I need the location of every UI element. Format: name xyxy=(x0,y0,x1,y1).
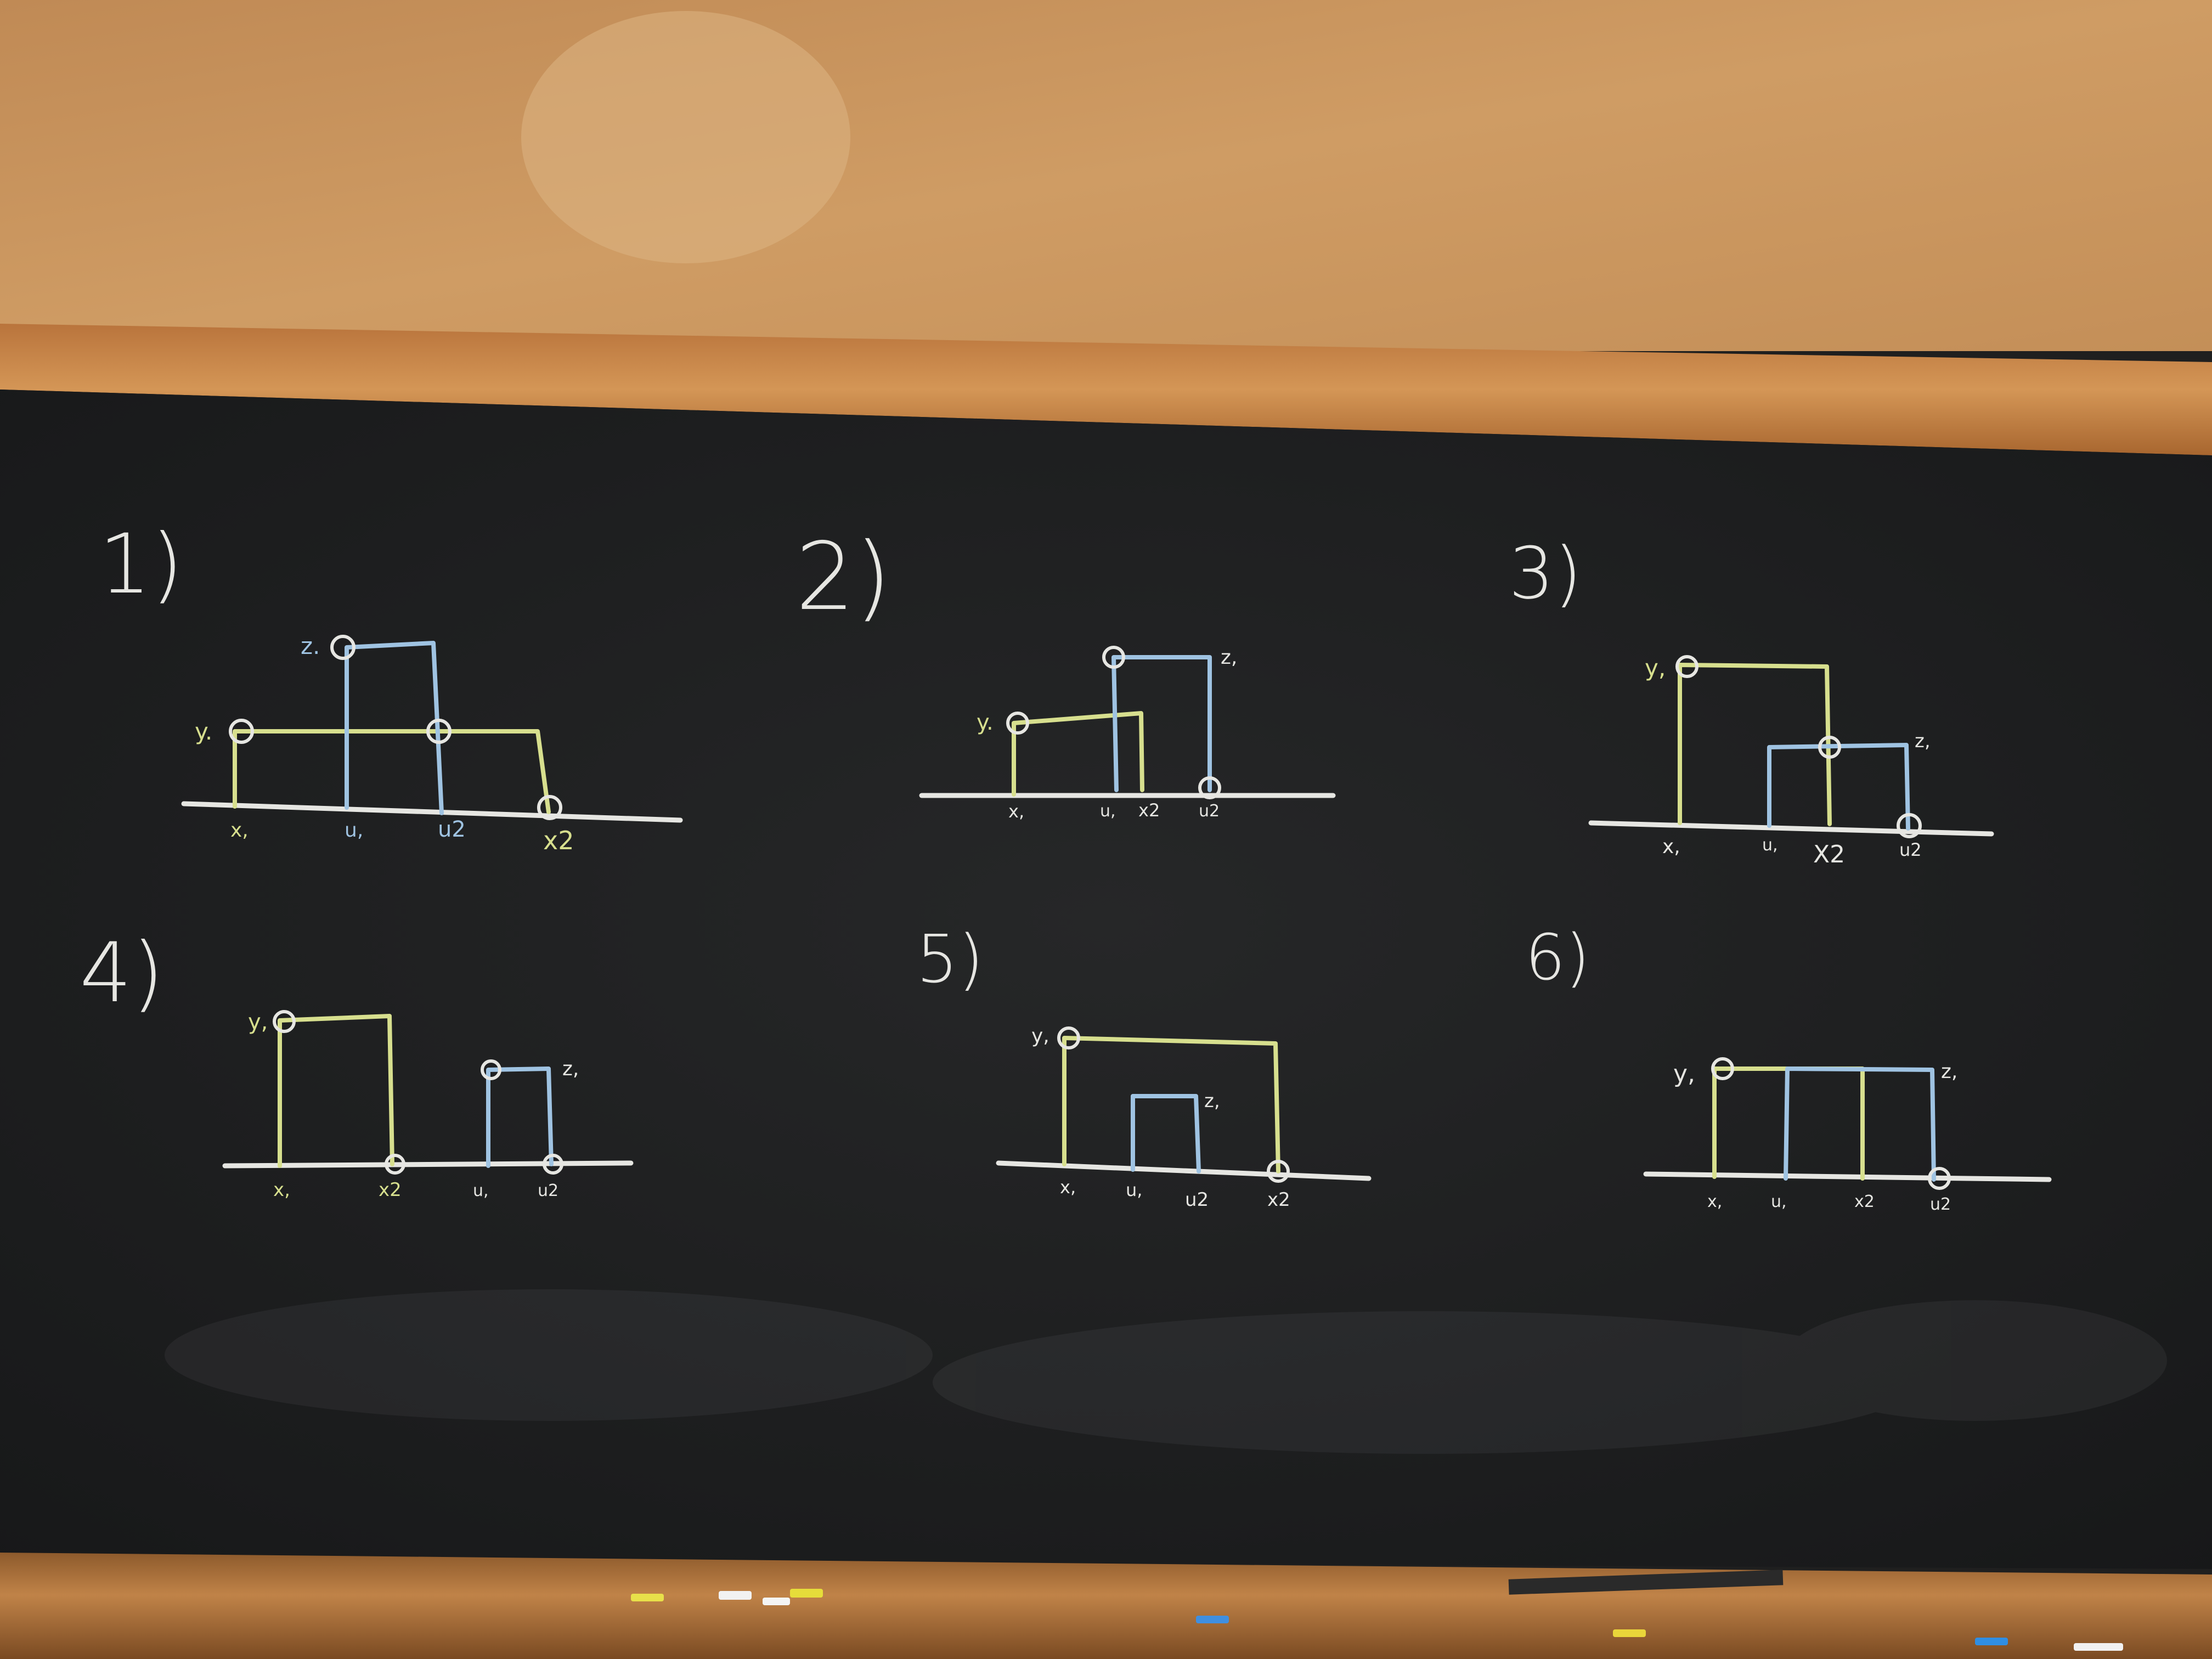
z-label: z, xyxy=(1221,646,1238,669)
x1-label: x, xyxy=(230,819,249,842)
z-label: z, xyxy=(1204,1090,1220,1112)
chalk-piece xyxy=(1196,1616,1229,1623)
x2-label: x2 xyxy=(1138,800,1160,821)
z-label: z, xyxy=(1915,730,1931,752)
x1-label: x, xyxy=(273,1179,290,1201)
diagram-number: 4) xyxy=(80,926,164,1021)
y-label: y, xyxy=(248,1009,268,1035)
u1-label: u, xyxy=(1100,802,1116,821)
x1-label: x, xyxy=(1707,1192,1723,1211)
chalk-piece xyxy=(763,1598,790,1605)
u1-label: u, xyxy=(1762,836,1778,855)
diagram-number: 3) xyxy=(1509,532,1582,615)
x1-label: x, xyxy=(1008,801,1025,822)
cork-board xyxy=(0,0,2212,351)
u2-label: u2 xyxy=(1899,839,1922,860)
u2-label: u2 xyxy=(1185,1189,1209,1211)
y-label: y, xyxy=(1673,1060,1696,1088)
u1-label: u, xyxy=(1771,1192,1787,1211)
chalk-piece xyxy=(1975,1638,2008,1645)
diagram-number: 5) xyxy=(916,922,984,998)
u1-label: u, xyxy=(1126,1180,1143,1200)
diagram-number: 1) xyxy=(99,517,183,612)
chalk-tray xyxy=(0,1553,2212,1659)
chalk-piece xyxy=(2074,1643,2123,1651)
y-label: y. xyxy=(977,710,994,735)
z-label: z, xyxy=(1941,1060,1958,1083)
y-label: y, xyxy=(1031,1025,1049,1047)
axis-line xyxy=(225,1163,631,1166)
x2-label: x2 xyxy=(543,826,574,855)
x2-label: X2 xyxy=(1813,840,1846,868)
chalk-piece xyxy=(719,1591,752,1600)
u2-label: u2 xyxy=(1199,802,1220,821)
x2-label: x2 xyxy=(379,1179,402,1201)
chalk-piece xyxy=(631,1594,664,1601)
chalk-piece xyxy=(1613,1629,1646,1637)
cork-light-spot xyxy=(521,11,850,263)
x1-label: x, xyxy=(1060,1177,1076,1198)
x2-label: x2 xyxy=(1267,1189,1290,1211)
z-label: z. xyxy=(301,633,320,659)
u1-label: u, xyxy=(473,1181,489,1200)
diagram-number: 6) xyxy=(1525,921,1590,995)
y-label: y. xyxy=(195,718,213,745)
u2-label: u2 xyxy=(438,817,466,842)
x1-label: x, xyxy=(1662,836,1680,858)
x2-label: x2 xyxy=(1854,1192,1875,1211)
u1-label: u, xyxy=(345,819,364,842)
u2-label: u2 xyxy=(1930,1195,1951,1214)
z-label: z, xyxy=(562,1058,579,1080)
u2-label: u2 xyxy=(538,1181,559,1200)
chalk-piece xyxy=(790,1589,823,1598)
y-label: y, xyxy=(1645,654,1666,681)
diagram-number: 2) xyxy=(795,523,891,631)
